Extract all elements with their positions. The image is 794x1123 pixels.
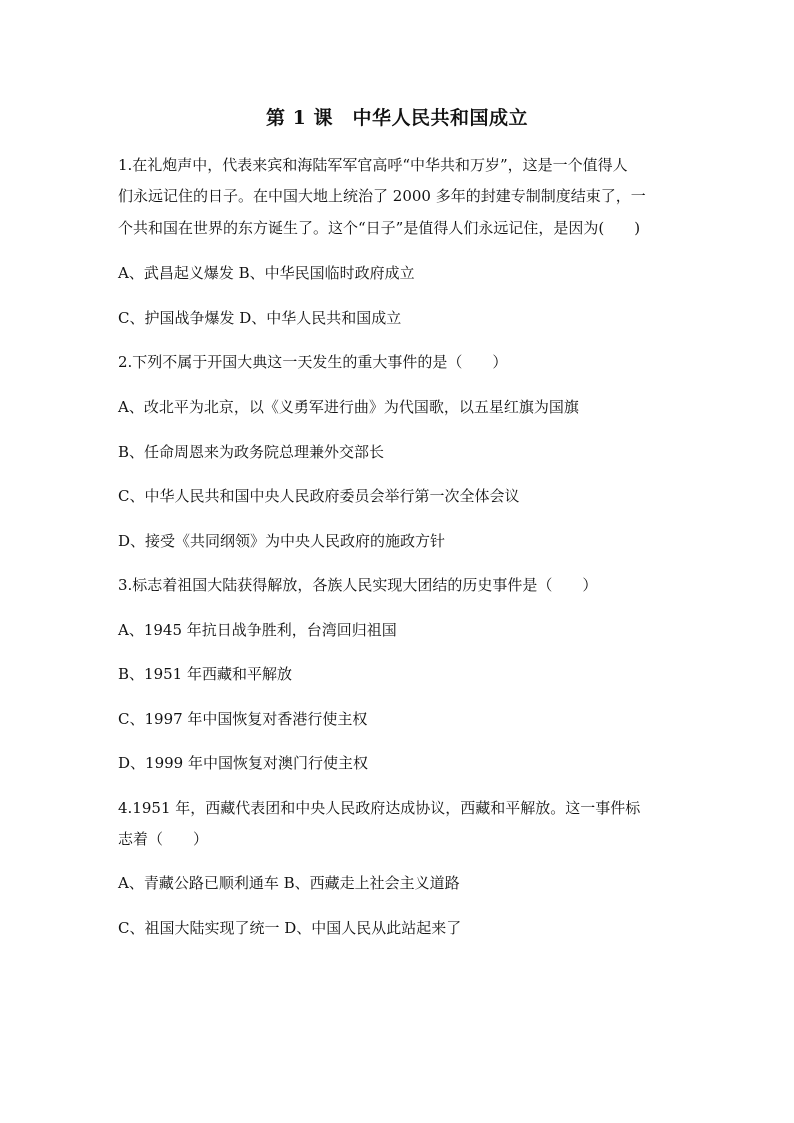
question-4-stem-line-1: 4.1951 年，西藏代表团和中央人民政府达成协议，西藏和平解放。这一事件标 — [118, 799, 641, 817]
question-1-stem-line-1: 1.在礼炮声中，代表来宾和海陆军军官高呼“中华共和万岁”，这是一个值得人 — [118, 156, 628, 174]
question-2-option-d: D、接受《共同纲领》为中央人民政府的施政方针 — [118, 532, 446, 550]
question-2-option-a: A、改北平为北京，以《义勇军进行曲》为代国歌，以五星红旗为国旗 — [118, 398, 579, 416]
question-4-stem-line-2: 志着（ ） — [118, 830, 209, 848]
question-3-stem-line-1: 3.标志着祖国大陆获得解放，各族人民实现大团结的历史事件是（ ） — [118, 576, 598, 594]
question-2-stem-line-1: 2.下列不属于开国大典这一天发生的重大事件的是（ ） — [118, 353, 508, 371]
question-2-option-c: C、中华人民共和国中央人民政府委员会举行第一次全体会议 — [118, 487, 520, 505]
question-3-option-d: D、1999 年中国恢复对澳门行使主权 — [118, 754, 368, 772]
question-1-option-line-1: A、武昌起义爆发 B、中华民国临时政府成立 — [118, 264, 415, 282]
page-title: 第 1 课 中华人民共和国成立 — [266, 107, 528, 129]
question-3-option-b: B、1951 年西藏和平解放 — [118, 665, 292, 683]
question-2-option-b: B、任命周恩来为政务院总理兼外交部长 — [118, 443, 385, 461]
question-1-stem-line-2: 们永远记住的日子。在中国大地上统治了 2000 多年的封建专制制度结束了，一 — [118, 187, 646, 205]
question-3-option-c: C、1997 年中国恢复对香港行使主权 — [118, 710, 368, 728]
question-1-stem-line-3: 个共和国在世界的东方诞生了。这个“日子”是值得人们永远记住，是因为( ) — [118, 219, 641, 237]
question-4-option-line-2: C、祖国大陆实现了统一 D、中国人民从此站起来了 — [118, 919, 462, 937]
question-1-option-line-2: C、护国战争爆发 D、中华人民共和国成立 — [118, 309, 402, 327]
question-3-option-a: A、1945 年抗日战争胜利，台湾回归祖国 — [118, 621, 397, 639]
question-4-option-line-1: A、青藏公路已顺利通车 B、西藏走上社会主义道路 — [118, 874, 460, 892]
